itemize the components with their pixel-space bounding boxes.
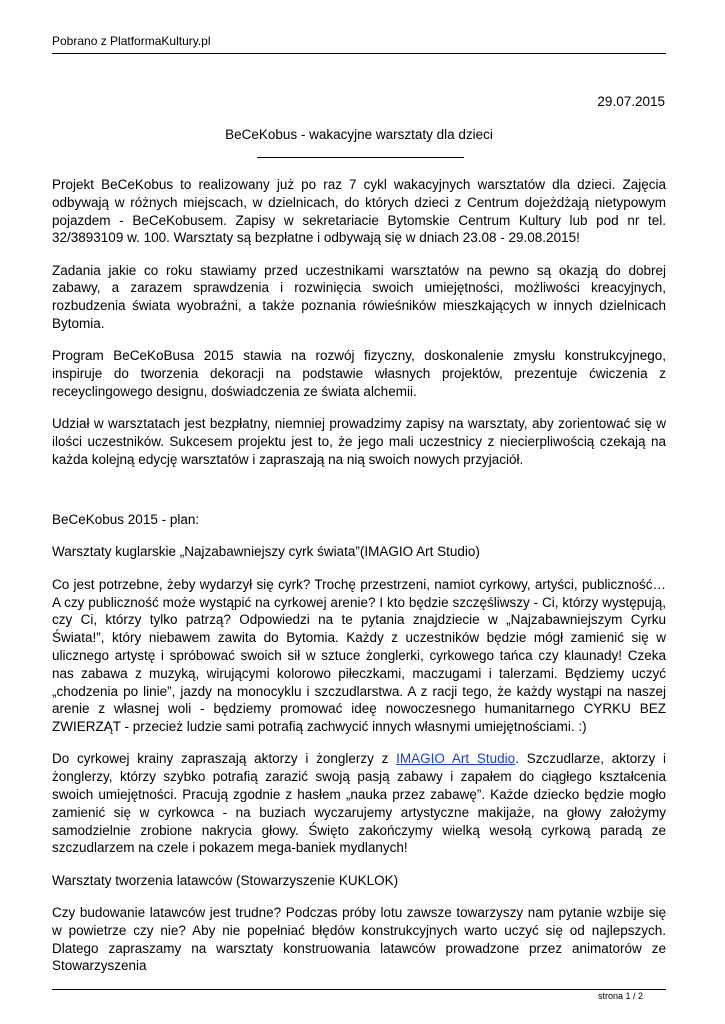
paragraph-kites: Czy budowanie latawców jest trudne? Podczas próby lotu zawsze towarzyszy nam pytanie wzbije się w powietrze czy nie? Aby nie popełniać błędów konstrukcyjnych warto uczyć się od najlepszych. Dlatego zapraszamy na warsztaty konstruowania latawców prowadzone przez animatorów ze Stowarzyszenia (52, 905, 666, 974)
paragraph-imagio (52, 750, 666, 857)
paragraph-intro: Projekt BeCeKobus to realizowany już po raz 7 cykl wakacyjnych warsztatów dla dzieci. Zajęcia odbywają w różnych miejscach, w dzielnicach, do których dzieci z Centrum dojeżdżają nietypowym pojazdem - BeCeKobusem. Zapisy w sekretariacie Bytomskie Centrum Kultury lub pod nr tel. 32/3893109 w. 100. Warsztaty są bezpłatne i odbywają się w dniach 23.08 - 29.08.2015! (52, 177, 666, 246)
footer-divider (52, 989, 666, 990)
paragraph-imagio-end: . Szczudlarze, aktorzy i żonglerzy, którzy szybko potrafią zarazić swoją pasją zabawy i zapałem do ciągłego kształcenia swoich umiejętności. Pracują zgodnie z hasłem „nauka przez zabawę”. Każde dziecko będzie mogło zamienić się w cyrkowca - na buziach wyczarujemy artystyczne makijaże, na głowy założymy samodzielnie zrobione nakrycia głowy. Święto zakończymy wielką wesołą cyrkową paradą ze szczudlarzem na czele i pokazem mega-baniek mydlanych! (52, 751, 666, 856)
article-body (52, 176, 666, 990)
publication-date: 29.07.2015 (597, 94, 665, 109)
header-divider (52, 53, 666, 54)
title-underline (257, 157, 464, 158)
plan-heading: BeCeKobus 2015 - plan: (52, 512, 200, 528)
workshop-circus-heading: Warsztaty kuglarskie „Najzabawniejszy cyrk świata”(IMAGIO Art Studio) (52, 544, 480, 560)
paragraph-program: Program BeCeKoBusa 2015 stawia na rozwój fizyczny, doskonalenie zmysłu konstrukcyjnego, inspiruje do tworzenia dekoracji na podstawie własnych projektów, prezentuje ćwiczenia z receyclingowego designu, doświadczenia ze świata alchemii. (52, 348, 666, 399)
page-title: BeCeKobus - wakacyjne warsztaty dla dzieci (225, 127, 493, 142)
paragraph-participation: Udział w warsztatach jest bezpłatny, niemniej prowadzimy zapisy na warsztaty, aby zorientować się w ilości uczestników. Sukcesem projektu jest to, że jego mali uczestnicy z niecierpliwością czekają na każda kolejną edycję warsztatów i zapraszają na nią swoich nowych przyjaciół. (52, 416, 666, 467)
paragraph-goals: Zadania jakie co roku stawiamy przed uczestnikami warsztatów na pewno są okazją do dobrej zabawy, a zarazem sprawdzenia i rozwinięcia swoich umiejętności, możliwości kreacyjnych, rozbudzenia świata wyobraźni, a także poznania rówieśników mieszkających w innych dzielnicach Bytomia. (52, 262, 666, 332)
spacer (52, 483, 666, 511)
paragraph-circus: Co jest potrzebne, żeby wydarzył się cyrk? Trochę przestrzeni, namiot cyrkowy, artyści, publiczność… A czy publiczność może wystąpić na cyrkowej arenie? I kto będzie szczęśliwszy - Ci, którzy występują, czy Ci, którzy tylko patrzą? Odpowiedzi na te pytania znajdziecie w „Najzabawniejszym Cyrku Świata!”, który niebawem zawita do Bytomia. Każdy z uczestników będzie mógł zamienić się w ulicznego artystę i spróbować swoich sił w sztuce żonglerki, cyrkowego tańca czy klaunady! Czeka nas zabawa z muzyką, wirującymi kolorowo piłeczkami, maczugami i talerzami. Będziemy uczyć „chodzenia po linie”, jazdy na monocyklu i szczudlarstwa. A z racji tego, że każdy wystąpi na naszej arenie z własnej woli - będziemy promować ideę nowoczesnego humanitarnego CYRKU BEZ ZWIERZĄT - przecież ludzie sami potrafią zachwycić innych własnymi umiejętnościami. :) (52, 576, 666, 735)
page-number: strona 1 / 2 (597, 991, 643, 1001)
paragraph-imagio-start: Do cyrkowej krainy zapraszają aktorzy i żonglerzy z (52, 751, 397, 767)
source-header: Pobrano z PlatformaKultury.pl (52, 34, 211, 48)
imagio-art-studio-link[interactable]: IMAGIO Art Studio (396, 751, 516, 767)
workshop-kites-heading: Warsztaty tworzenia latawców (Stowarzyszenie KUKLOK) (52, 872, 399, 888)
